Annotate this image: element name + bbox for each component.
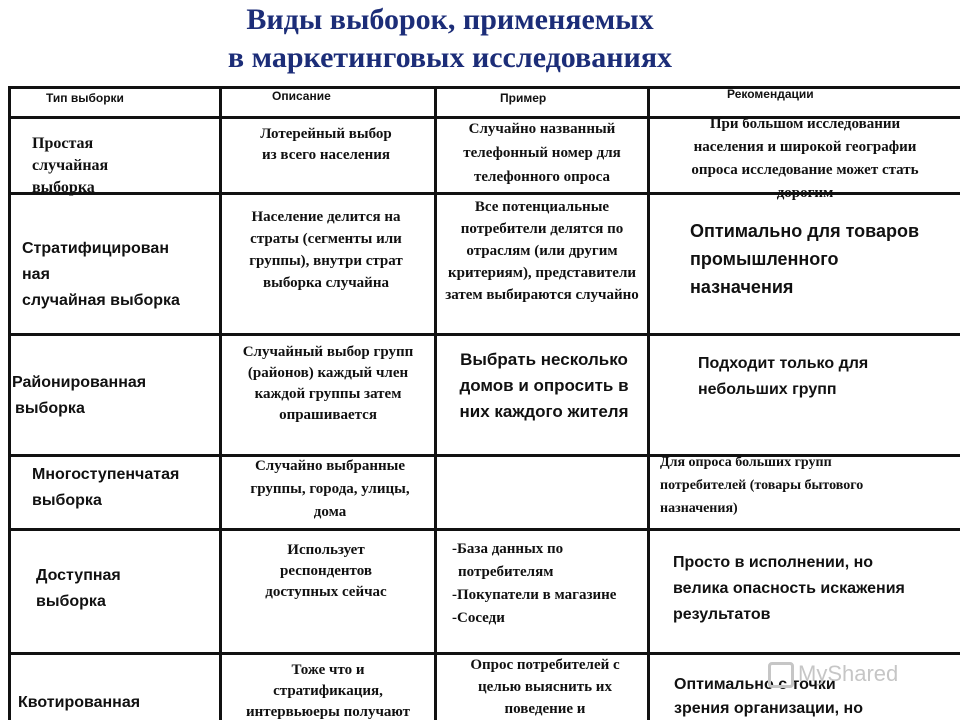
table-cell-recommendation: Для опроса больших групп потребителей (товары бытового назначения) bbox=[660, 455, 864, 516]
table-rule bbox=[8, 333, 960, 336]
table-cell-type: Доступная выборка bbox=[36, 567, 121, 610]
table-border-top bbox=[8, 86, 960, 89]
table-cell-description: Случайный выбор групп (районов) каждый член каждой группы затем опрашивается bbox=[242, 344, 414, 423]
table-column-rule bbox=[434, 86, 437, 720]
header-description: Описание bbox=[272, 89, 331, 103]
table-cell-example: Все потенциальные потребители делятся по отраслям (или другим критериям), представители затем выбираются случайно bbox=[445, 199, 639, 303]
table-cell-type: Квотированная bbox=[18, 694, 141, 711]
table-cell-description: Случайно выбранные группы, города, улицы, дома bbox=[250, 458, 410, 520]
table-cell-description: Использует респондентов доступных сейчас bbox=[265, 542, 387, 600]
table-cell-description: Лотерейный выбор из всего населения bbox=[260, 126, 392, 163]
header-recommendations: Рекомендации bbox=[727, 87, 814, 101]
table-cell-example: Выбрать несколько домов и опросить в них каждого жителя bbox=[459, 350, 629, 421]
table-cell-recommendation: При большом исследовании населения и широкой географии опроса исследование может стать дорогим bbox=[691, 116, 919, 201]
table-cell-type: Районированная выборка bbox=[12, 374, 147, 417]
slide-title-line-1: Виды выборок, применяемых bbox=[246, 3, 654, 36]
table-cell-example: Опрос потребителей с целью выяснить их поведение и bbox=[470, 657, 620, 717]
table-rule bbox=[8, 528, 960, 531]
table-border-left bbox=[8, 86, 11, 720]
table-cell-recommendation: Оптимально для товаров промышленного назначения bbox=[690, 221, 920, 297]
table-cell-description: Население делится на страты (сегменты или группы), внутри страт выборка случайна bbox=[249, 209, 403, 291]
table-cell-recommendation: Просто в исполнении, но велика опасность искажения результатов bbox=[673, 554, 905, 623]
table-cell-recommendation: Оптимально с точки зрения организации, но bbox=[674, 676, 863, 717]
table-column-rule bbox=[647, 86, 650, 720]
slide-title-line-2: в маркетинговых исследованиях bbox=[227, 41, 673, 74]
table-cell-type: Многоступенчатая выборка bbox=[32, 466, 180, 509]
header-example: Пример bbox=[500, 91, 547, 105]
watermark-text: MyShared bbox=[798, 661, 899, 686]
myshared-logo-icon bbox=[768, 662, 794, 688]
table-cell-example: -База данных по потребителям -Покупатели в магазине -Соседи bbox=[452, 541, 617, 626]
table-cell-type: Простая случайная выборка bbox=[32, 135, 109, 196]
header-type: Тип выборки bbox=[46, 91, 124, 105]
table-cell-type: Стратифицирован ная случайная выборка bbox=[22, 240, 180, 309]
table-cell-recommendation: Подходит только для небольших групп bbox=[698, 355, 869, 398]
table-cell-description: Тоже что и стратификация, интервьюеры получают bbox=[245, 662, 411, 720]
table-cell-example: Случайно названный телефонный номер для телефонного опроса bbox=[463, 121, 621, 185]
watermark bbox=[768, 656, 958, 692]
